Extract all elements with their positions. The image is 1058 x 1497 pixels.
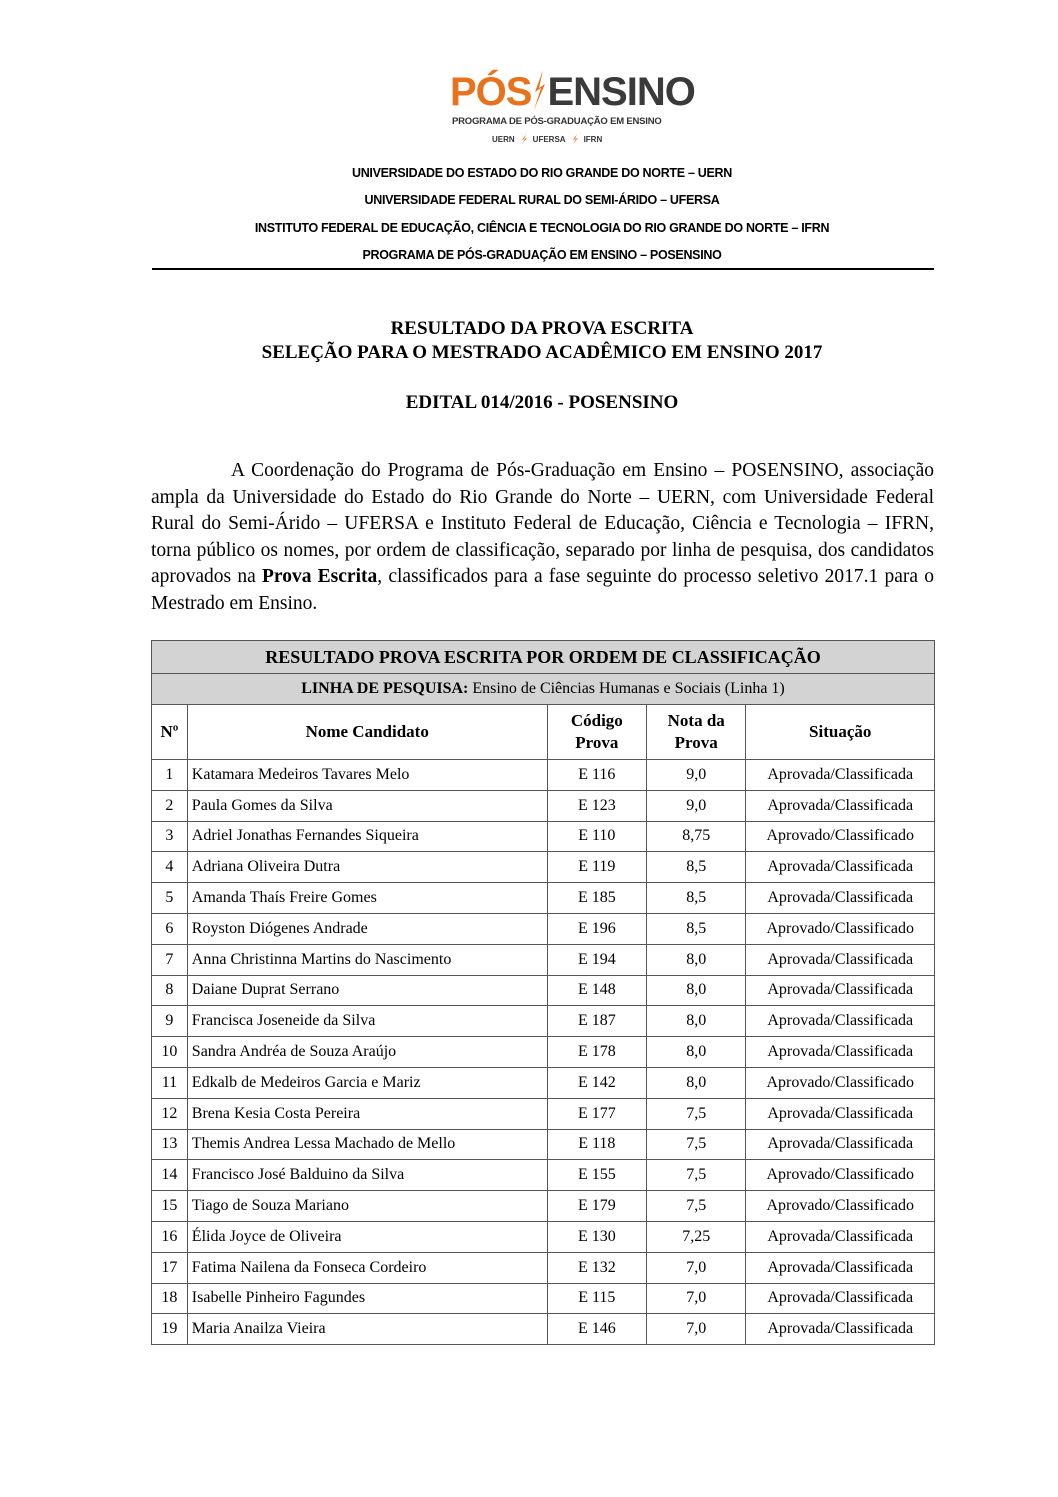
cell-num: 17 (152, 1252, 188, 1283)
cell-nota: 8,5 (647, 913, 746, 944)
cell-name: Anna Christinna Martins do Nascimento (187, 944, 547, 975)
cell-name: Adriel Jonathas Fernandes Siqueira (187, 821, 547, 852)
cell-name: Maria Anailza Vieira (187, 1314, 547, 1345)
table-row (152, 883, 935, 914)
col-header-status: Situação (746, 705, 935, 760)
col-header-code-line2: Prova (575, 733, 619, 752)
logo-subtitle: PROGRAMA DE PÓS-GRADUAÇÃO EM ENSINO (452, 116, 662, 127)
table-row (152, 1283, 935, 1314)
cell-status: Aprovada/Classificada (746, 975, 935, 1006)
cell-nota: 8,0 (647, 1006, 746, 1037)
cell-status: Aprovado/Classificado (746, 1067, 935, 1098)
cell-num: 5 (152, 883, 188, 914)
cell-name: Edkalb de Medeiros Garcia e Mariz (187, 1067, 547, 1098)
cell-num: 16 (152, 1221, 188, 1252)
flame-icon (521, 134, 527, 144)
cell-status: Aprovado/Classificado (746, 1191, 935, 1222)
cell-code: E 178 (547, 1037, 646, 1068)
cell-nota: 7,5 (647, 1098, 746, 1129)
cell-nota: 8,0 (647, 1037, 746, 1068)
table-title: RESULTADO PROVA ESCRITA POR ORDEM DE CLASSIFICAÇÃO (152, 641, 935, 674)
cell-code: E 116 (547, 760, 646, 791)
cell-status: Aprovado/Classificado (746, 1160, 935, 1191)
cell-code: E 110 (547, 821, 646, 852)
edital-title: EDITAL 014/2016 - POSENSINO (405, 392, 679, 413)
table-row (152, 975, 935, 1006)
cell-status: Aprovado/Classificado (746, 913, 935, 944)
table-row (152, 1314, 935, 1345)
cell-name: Francisca Joseneide da Silva (187, 1006, 547, 1037)
cell-name: Francisco José Balduino da Silva (187, 1160, 547, 1191)
header-line-posensino: PROGRAMA DE PÓS-GRADUAÇÃO EM ENSINO – POSENSINO (362, 248, 722, 262)
title-line-1: RESULTADO DA PROVA ESCRITA (390, 318, 694, 339)
cell-status: Aprovada/Classificada (746, 852, 935, 883)
column-header-row (152, 705, 935, 760)
cell-name: Isabelle Pinheiro Fagundes (187, 1283, 547, 1314)
research-line-row (152, 674, 935, 705)
table-row (152, 1160, 935, 1191)
cell-num: 7 (152, 944, 188, 975)
cell-code: E 142 (547, 1067, 646, 1098)
cell-code: E 177 (547, 1098, 646, 1129)
cell-nota: 8,0 (647, 944, 746, 975)
intro-text-2: , classificados para a fase seguinte do processo seletivo 2017.1 para o Mestrado em Ensino. (151, 566, 934, 614)
cell-status: Aprovada/Classificada (746, 1129, 935, 1160)
cell-code: E 119 (547, 852, 646, 883)
cell-code: E 187 (547, 1006, 646, 1037)
cell-code: E 123 (547, 790, 646, 821)
research-line-label: LINHA DE PESQUISA: (301, 680, 469, 697)
results-table (151, 640, 935, 1345)
table-row (152, 1191, 935, 1222)
col-header-code-line1: Código (570, 711, 623, 730)
table-row (152, 790, 935, 821)
cell-nota: 8,5 (647, 883, 746, 914)
cell-nota: 8,5 (647, 852, 746, 883)
title-line-2: SELEÇÃO PARA O MESTRADO ACADÊMICO EM ENSINO 2017 (261, 342, 823, 363)
cell-num: 6 (152, 913, 188, 944)
table-row (152, 821, 935, 852)
cell-num: 14 (152, 1160, 188, 1191)
cell-num: 10 (152, 1037, 188, 1068)
col-header-nota-line2: Prova (674, 733, 718, 752)
cell-num: 2 (152, 790, 188, 821)
cell-status: Aprovado/Classificado (746, 821, 935, 852)
cell-status: Aprovada/Classificada (746, 790, 935, 821)
cell-nota: 9,0 (647, 790, 746, 821)
logo-inst-ufersa: UFERSA (532, 134, 566, 144)
cell-num: 8 (152, 975, 188, 1006)
cell-name: Paula Gomes da Silva (187, 790, 547, 821)
cell-num: 11 (152, 1067, 188, 1098)
cell-name: Élida Joyce de Oliveira (187, 1221, 547, 1252)
cell-status: Aprovada/Classificada (746, 883, 935, 914)
cell-code: E 185 (547, 883, 646, 914)
cell-num: 13 (152, 1129, 188, 1160)
cell-name: Tiago de Souza Mariano (187, 1191, 547, 1222)
cell-name: Amanda Thaís Freire Gomes (187, 883, 547, 914)
flame-icon (572, 134, 578, 144)
cell-status: Aprovada/Classificada (746, 760, 935, 791)
cell-status: Aprovada/Classificada (746, 1221, 935, 1252)
cell-status: Aprovada/Classificada (746, 1037, 935, 1068)
cell-code: E 146 (547, 1314, 646, 1345)
cell-num: 15 (152, 1191, 188, 1222)
cell-code: E 194 (547, 944, 646, 975)
cell-nota: 7,5 (647, 1160, 746, 1191)
cell-nota: 7,25 (647, 1221, 746, 1252)
cell-name: Sandra Andréa de Souza Araújo (187, 1037, 547, 1068)
logo-ensino-text: ENSINO (547, 70, 695, 114)
cell-status: Aprovada/Classificada (746, 1283, 935, 1314)
intro-text-1: A Coordenação do Programa de Pós-Graduação em Ensino – POSENSINO, associação ampla da Universidade do Estado do Rio Grande do Norte – UERN, com Universidade Federal Rural do Semi-Árido – UFERSA e Instituto Federal de Educação, Ciência e Tecnologia – IFRN, torna público os nomes, por ordem de classificação, separado por linha de pesquisa, dos candidatos aprovados na (151, 460, 934, 587)
cell-nota: 9,0 (647, 760, 746, 791)
table-row (152, 1221, 935, 1252)
col-header-name: Nome Candidato (187, 705, 547, 760)
cell-num: 3 (152, 821, 188, 852)
cell-code: E 132 (547, 1252, 646, 1283)
table-row (152, 1129, 935, 1160)
cell-nota: 7,5 (647, 1191, 746, 1222)
header-line-ufersa: UNIVERSIDADE FEDERAL RURAL DO SEMI-ÁRIDO – UFERSA (364, 193, 720, 207)
table-row (152, 1006, 935, 1037)
cell-num: 19 (152, 1314, 188, 1345)
cell-nota: 8,0 (647, 1067, 746, 1098)
table-row (152, 1037, 935, 1068)
cell-status: Aprovada/Classificada (746, 1314, 935, 1345)
cell-num: 4 (152, 852, 188, 883)
cell-nota: 8,75 (647, 821, 746, 852)
col-header-nota (647, 705, 746, 760)
research-line-value: Ensino de Ciências Humanas e Sociais (Linha 1) (472, 680, 785, 697)
logo-inst-uern: UERN (492, 134, 515, 144)
cell-status: Aprovada/Classificada (746, 1098, 935, 1129)
cell-num: 1 (152, 760, 188, 791)
cell-name: Royston Diógenes Andrade (187, 913, 547, 944)
table-title-row (152, 641, 935, 674)
cell-name: Brena Kesia Costa Pereira (187, 1098, 547, 1129)
cell-status: Aprovada/Classificada (746, 944, 935, 975)
cell-nota: 7,0 (647, 1314, 746, 1345)
header-line-uern: UNIVERSIDADE DO ESTADO DO RIO GRANDE DO NORTE – UERN (351, 166, 733, 180)
cell-code: E 148 (547, 975, 646, 1006)
cell-code: E 196 (547, 913, 646, 944)
table-row (152, 1252, 935, 1283)
cell-code: E 130 (547, 1221, 646, 1252)
table-row (152, 1067, 935, 1098)
cell-code: E 115 (547, 1283, 646, 1314)
table-row (152, 760, 935, 791)
cell-name: Fatima Nailena da Fonseca Cordeiro (187, 1252, 547, 1283)
cell-code: E 118 (547, 1129, 646, 1160)
cell-status: Aprovada/Classificada (746, 1006, 935, 1037)
table-row (152, 944, 935, 975)
cell-nota: 7,0 (647, 1283, 746, 1314)
header-line-ifrn: INSTITUTO FEDERAL DE EDUCAÇÃO, CIÊNCIA E TECNOLOGIA DO RIO GRANDE DO NORTE – IFRN (254, 221, 830, 235)
cell-name: Katamara Medeiros Tavares Melo (187, 760, 547, 791)
cell-code: E 179 (547, 1191, 646, 1222)
intro-bold: Prova Escrita (261, 566, 378, 587)
header-divider (152, 268, 934, 270)
table-row (152, 913, 935, 944)
research-line (152, 674, 935, 705)
cell-num: 18 (152, 1283, 188, 1314)
logo-pos-text: PÓS (450, 70, 532, 114)
posensino-logo (440, 70, 695, 156)
cell-name: Daiane Duprat Serrano (187, 975, 547, 1006)
cell-name: Adriana Oliveira Dutra (187, 852, 547, 883)
col-header-code (547, 705, 646, 760)
cell-num: 9 (152, 1006, 188, 1037)
logo-inst-ifrn: IFRN (583, 134, 603, 144)
table-row (152, 852, 935, 883)
table-row (152, 1098, 935, 1129)
cell-name: Themis Andrea Lessa Machado de Mello (187, 1129, 547, 1160)
cell-status: Aprovada/Classificada (746, 1252, 935, 1283)
cell-nota: 7,0 (647, 1252, 746, 1283)
col-header-num: Nº (152, 705, 188, 760)
logo-wordmark (450, 70, 695, 114)
cell-code: E 155 (547, 1160, 646, 1191)
flame-icon (532, 70, 546, 110)
col-header-nota-line1: Nota da (667, 711, 725, 730)
cell-num: 12 (152, 1098, 188, 1129)
cell-nota: 8,0 (647, 975, 746, 1006)
cell-nota: 7,5 (647, 1129, 746, 1160)
logo-institutions (492, 134, 602, 144)
intro-paragraph (151, 458, 934, 617)
